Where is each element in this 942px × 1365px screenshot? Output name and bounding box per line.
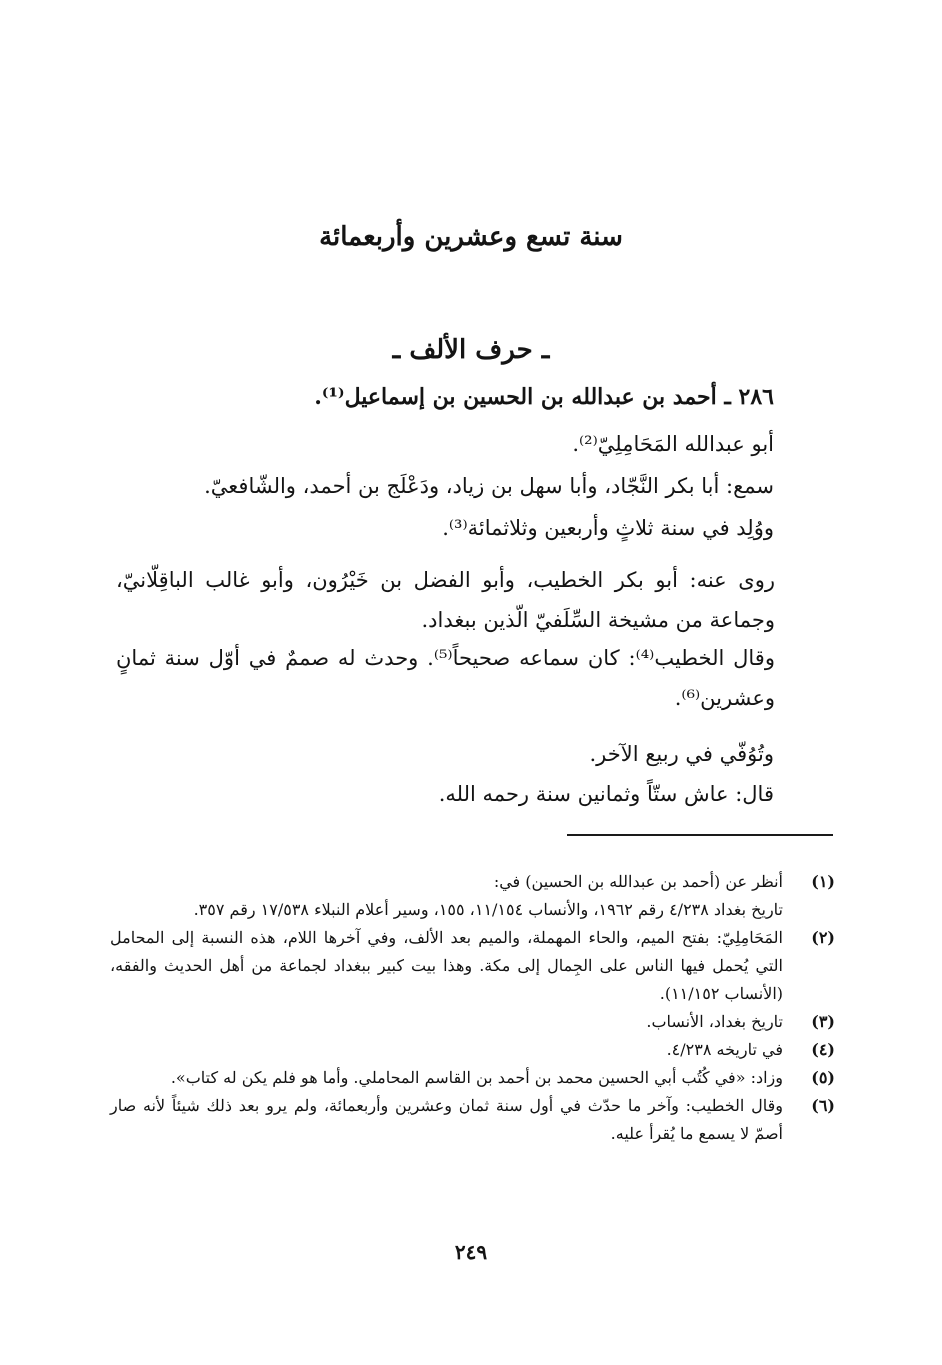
- entry-kunya-line: أبو عبدالله المَحَامِلِيّ⁽²⁾.: [572, 432, 774, 456]
- footnote-number: (٤): [811, 1040, 835, 1059]
- page-number: ٢٤٩: [454, 1240, 488, 1264]
- footnote-text: في تاريخه ٤/٢٣٨.: [666, 1040, 783, 1059]
- entry-title: ٢٨٦ ـ أحمد بن عبدالله بن الحسين بن إسماعيل⁽¹⁾.: [314, 384, 774, 410]
- entry-age-line: قال: عاش ستّاً وثمانين سنة رحمه الله.: [438, 782, 774, 806]
- footnotes: [110, 868, 835, 1148]
- footnote-text: أنظر عن (أحمد بن عبدالله بن الحسين) في:: [493, 872, 783, 891]
- footnote: [110, 1008, 835, 1036]
- entry-paragraph-khatib: وقال الخطيب⁽⁴⁾: كان سماعه صحيحاً⁽⁵⁾. وحدث له صممٌ في أوّل سنة ثمانٍ وعشرين⁽⁶⁾.: [116, 646, 775, 710]
- footnote: [110, 1064, 835, 1092]
- footnote: [110, 1036, 835, 1064]
- year-heading: سنة تسع وعشرين وأربعمائة: [319, 222, 623, 252]
- entry-death-line: وتُوُفّي في ربيع الآخر.: [589, 742, 774, 766]
- footnote: [110, 924, 835, 1008]
- footnote-number: (١): [811, 872, 835, 891]
- footnote-text: تاريخ بغداد، الأنساب.: [646, 1012, 783, 1031]
- footnote-number: (٦): [811, 1096, 835, 1115]
- footnote-number: (٥): [811, 1068, 835, 1087]
- entry-teachers-line: سمع: أبا بكر النَّجّاد، وأبا سهل بن زياد، ودَعْلَج بن أحمد، والشّافعيّ.: [204, 474, 774, 498]
- section-heading: ـ حرف الألف ـ: [392, 335, 550, 365]
- footnote: [110, 1092, 835, 1148]
- footnote-text: تاريخ بغداد ٤/٢٣٨ رقم ١٩٦٢، والأنساب ١١/١٥٤، ١٥٥، وسير أعلام النبلاء ١٧/٥٣٨ رقم ٣٥٧.: [193, 900, 783, 919]
- footnote-text: وزاد: «في كُتُب أبي الحسين محمد بن أحمد بن القاسم المحاملي. وأما هو فلم يكن له كتاب».: [170, 1068, 783, 1087]
- footnote-separator: [567, 834, 833, 836]
- footnote-number: (٣): [811, 1012, 835, 1031]
- footnote-text: المَحَامِلِيّ: بفتح الميم، والحاء المهملة، والميم بعد الألف، وفي آخرها اللام، هذه النسبة إلى المحامل التي يُحمل فيها الناس على الجِمال إلى مكة. وهذا بيت كبير ببغداد لجماعة من أهل الحديث والفقه، (الأنساب ١١/١٥٢).: [110, 928, 784, 1003]
- entry-paragraph-students: روى عنه: أبو بكر الخطيب، وأبو الفضل بن خَيْرُون، وأبو غالب الباقِلّانيّ، وجماعة من مشيخة السِّلَفيّ الّذين ببغداد.: [116, 568, 775, 632]
- footnote-text: وقال الخطيب: وآخر ما حدّث في أول سنة ثمان وعشرين وأربعمائة، ولم يرو بعد ذلك شيئاً لأنه صار أصمّ لا يسمع ما يُقرأ عليه.: [110, 1096, 784, 1143]
- entry-birth-line: ووُلِد في سنة ثلاثٍ وأربعين وثلاثمائة⁽³⁾.: [442, 516, 774, 540]
- footnote: [110, 868, 835, 924]
- footnote-number: (٢): [811, 928, 835, 947]
